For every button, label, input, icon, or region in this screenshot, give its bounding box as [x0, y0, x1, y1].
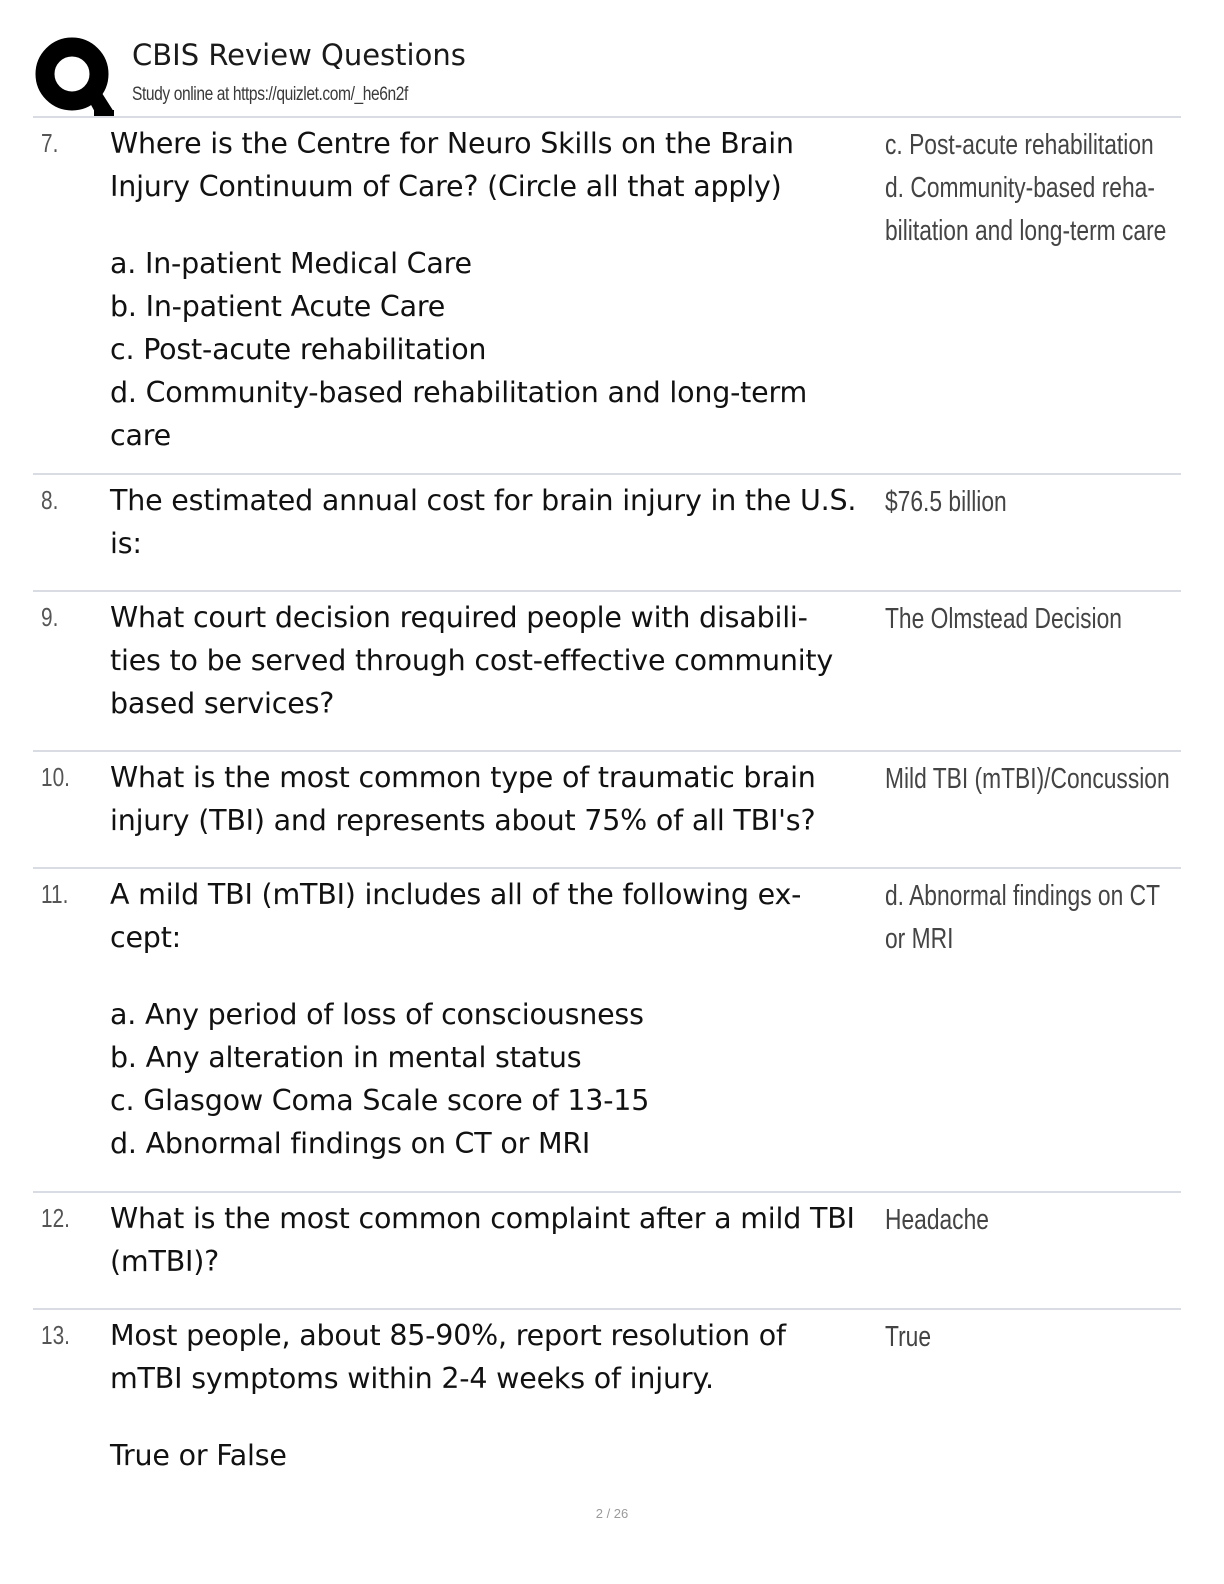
answer-line: Headache — [885, 1204, 989, 1236]
question-line: ties to be served through cost-effective community — [110, 644, 834, 677]
question-number: 8. — [41, 485, 59, 515]
question-row-7 — [33, 116, 1181, 473]
question-line: Where is the Centre for Neuro Skills on the Brain — [110, 127, 794, 160]
question-text — [110, 479, 880, 565]
document-title: CBIS Review Questions — [132, 38, 466, 72]
option-d: d. Abnormal findings on CT or MRI — [110, 1127, 591, 1160]
option-b: b. Any alteration in mental status — [110, 1041, 582, 1074]
question-row-9 — [33, 590, 1181, 750]
option-a: a. Any period of loss of consciousness — [110, 998, 644, 1031]
question-number: 9. — [41, 602, 59, 632]
answer-line: d. Abnormal findings on CT — [885, 880, 1161, 912]
question-number: 11. — [41, 879, 69, 909]
answer-line: Mild TBI (mTBI)/Concussion — [885, 763, 1170, 795]
question-line: Injury Continuum of Care? (Circle all that apply) — [110, 170, 782, 203]
answer-line: or MRI — [885, 923, 954, 955]
question-number: 7. — [41, 128, 59, 158]
question-line: (mTBI)? — [110, 1245, 220, 1278]
question-text — [110, 122, 880, 457]
question-line: A mild TBI (mTBI) includes all of the following ex- — [110, 878, 802, 911]
answer-line: $76.5 billion — [885, 486, 1007, 518]
answer-line: c. Post-acute rehabilitation — [885, 129, 1154, 161]
answer-line: bilitation and long-term care — [885, 215, 1167, 247]
question-line: based services? — [110, 687, 335, 720]
answer-text — [885, 481, 1007, 524]
question-line: cept: — [110, 921, 182, 954]
question-row-8 — [33, 473, 1181, 590]
question-line: What is the most common complaint after a mild TBI — [110, 1202, 855, 1235]
question-line: What court decision required people with disabili- — [110, 601, 808, 634]
question-text — [110, 1197, 880, 1283]
question-line: is: — [110, 527, 142, 560]
question-line: What is the most common type of traumatic brain — [110, 761, 816, 794]
page-header — [34, 36, 1184, 116]
answer-line: True — [885, 1321, 932, 1353]
question-text — [110, 873, 880, 1165]
option-d-continued: care — [110, 419, 171, 452]
question-text — [110, 596, 880, 725]
question-line: Most people, about 85-90%, report resolution of — [110, 1319, 786, 1352]
option-c: c. Glasgow Coma Scale score of 13-15 — [110, 1084, 650, 1117]
option-d: d. Community-based rehabilitation and long-term — [110, 376, 808, 409]
option-a: a. In-patient Medical Care — [110, 247, 472, 280]
study-link[interactable]: Study online at https://quizlet.com/_he6n2f — [132, 84, 408, 105]
page-number: 2 / 26 — [595, 1506, 629, 1521]
question-text — [110, 1314, 880, 1477]
question-row-12 — [33, 1191, 1181, 1308]
answer-line: d. Community-based reha- — [885, 172, 1155, 204]
answer-text — [885, 1199, 989, 1242]
question-number: 13. — [41, 1320, 70, 1350]
question-number: 10. — [41, 762, 70, 792]
answer-text — [885, 1316, 931, 1359]
question-number: 12. — [41, 1203, 70, 1233]
question-text — [110, 756, 880, 842]
option-true-false: True or False — [110, 1439, 287, 1472]
question-list — [33, 116, 1181, 1490]
question-line: mTBI symptoms within 2-4 weeks of injury. — [110, 1362, 714, 1395]
answer-text — [885, 875, 1160, 961]
question-line: The estimated annual cost for brain injury in the U.S. — [110, 484, 857, 517]
question-row-11 — [33, 867, 1181, 1191]
question-line: injury (TBI) and represents about 75% of all TBI's? — [110, 804, 816, 837]
answer-text — [885, 124, 1166, 253]
answer-text — [885, 758, 1170, 801]
question-row-10 — [33, 750, 1181, 867]
quizlet-logo-icon — [34, 36, 114, 116]
option-b: b. In-patient Acute Care — [110, 290, 446, 323]
answer-text — [885, 598, 1122, 641]
option-c: c. Post-acute rehabilitation — [110, 333, 487, 366]
answer-line: The Olmstead Decision — [885, 603, 1122, 635]
question-row-13 — [33, 1308, 1181, 1490]
